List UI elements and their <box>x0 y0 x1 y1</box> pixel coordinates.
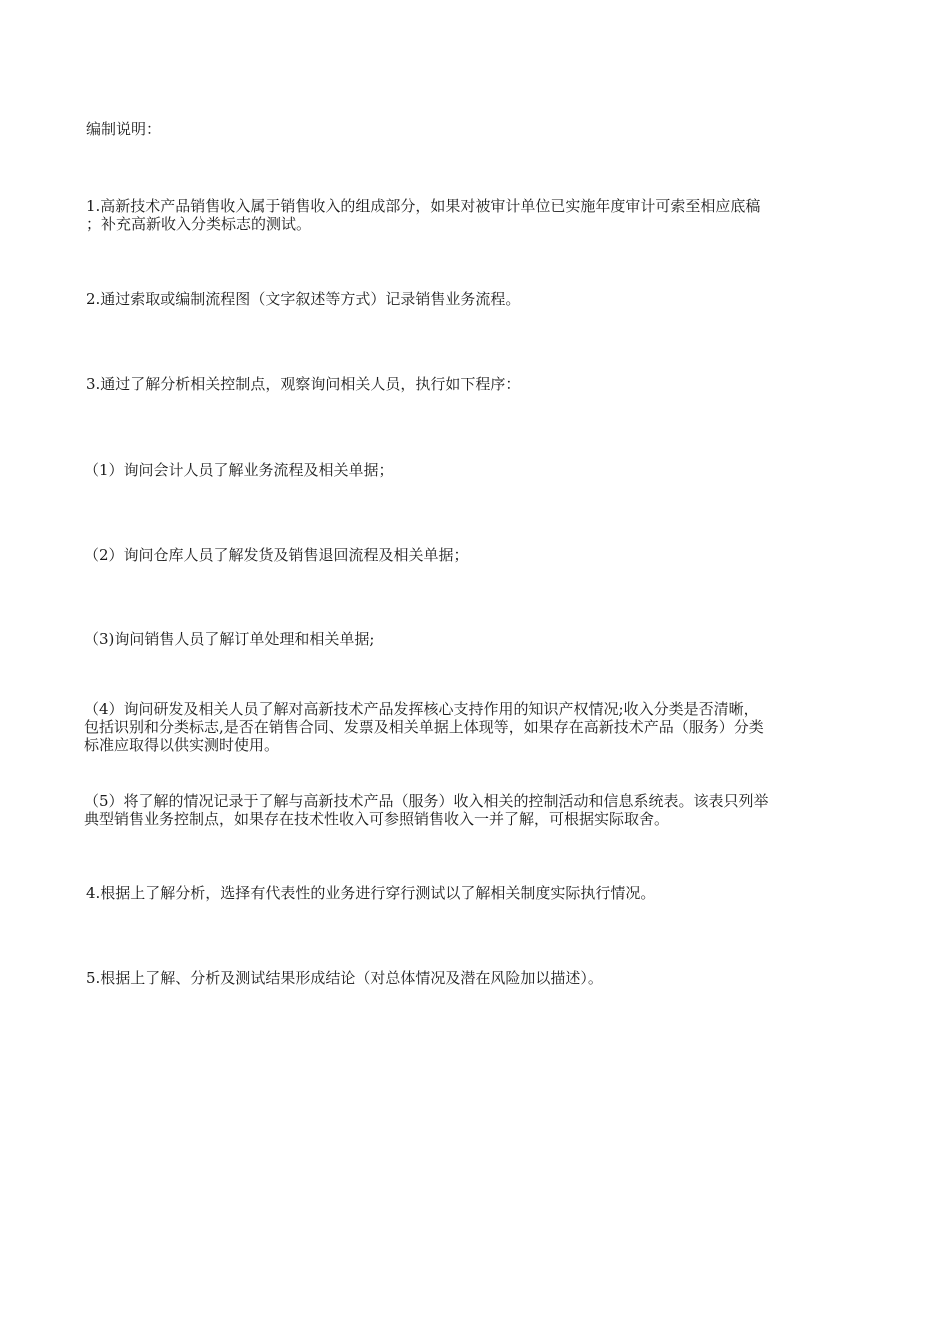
item-line: 5.根据上了解、分析及测试结果形成结论（对总体情况及潜在风险加以描述）。 <box>86 969 603 987</box>
item-line: 4.根据上了解分析，选择有代表性的业务进行穿行测试以了解相关制度实际执行情况。 <box>86 884 656 902</box>
item-line: （5）将了解的情况记录于了解与高新技术产品（服务）收入相关的控制活动和信息系统表。该表只列举 <box>84 792 769 810</box>
instruction-subitem-3 <box>84 630 884 648</box>
heading-text: 编制说明： <box>86 120 162 138</box>
item-line: （1）询问会计人员了解业务流程及相关单据； <box>84 461 394 479</box>
instruction-item-2 <box>86 290 886 308</box>
instruction-item-3 <box>86 375 886 393</box>
item-line: （2）询问仓库人员了解发货及销售退回流程及相关单据； <box>84 546 469 564</box>
item-line: （4）询问研发及相关人员了解对高新技术产品发挥核心支持作用的知识产权情况;收入分类是否清晰， <box>84 700 759 718</box>
instruction-subitem-1 <box>84 461 884 479</box>
item-line: 3.通过了解分析相关控制点，观察询问相关人员，执行如下程序： <box>86 375 521 393</box>
item-line: 2.通过索取或编制流程图（文字叙述等方式）记录销售业务流程。 <box>86 290 521 308</box>
item-line: 标准应取得以供实测时使用。 <box>84 736 280 754</box>
item-line: 包括识别和分类标志,是否在销售合同、发票及相关单据上体现等，如果存在高新技术产品（服务）分类 <box>84 718 764 736</box>
item-line: （3)询问销售人员了解订单处理和相关单据; <box>84 630 375 648</box>
instruction-item-5 <box>86 969 886 987</box>
instruction-item-4 <box>86 884 886 902</box>
document-heading <box>86 120 886 138</box>
item-line: ；补充高新收入分类标志的测试。 <box>86 215 312 233</box>
item-line: 典型销售业务控制点，如果存在技术性收入可参照销售收入一并了解，可根据实际取舍。 <box>84 810 670 828</box>
item-line: 1.高新技术产品销售收入属于销售收入的组成部分，如果对被审计单位已实施年度审计可索至相应底稿 <box>86 197 761 215</box>
instruction-subitem-5 <box>84 792 884 828</box>
instruction-subitem-2 <box>84 546 884 564</box>
instruction-item-1 <box>86 197 886 233</box>
instruction-subitem-4 <box>84 700 884 754</box>
